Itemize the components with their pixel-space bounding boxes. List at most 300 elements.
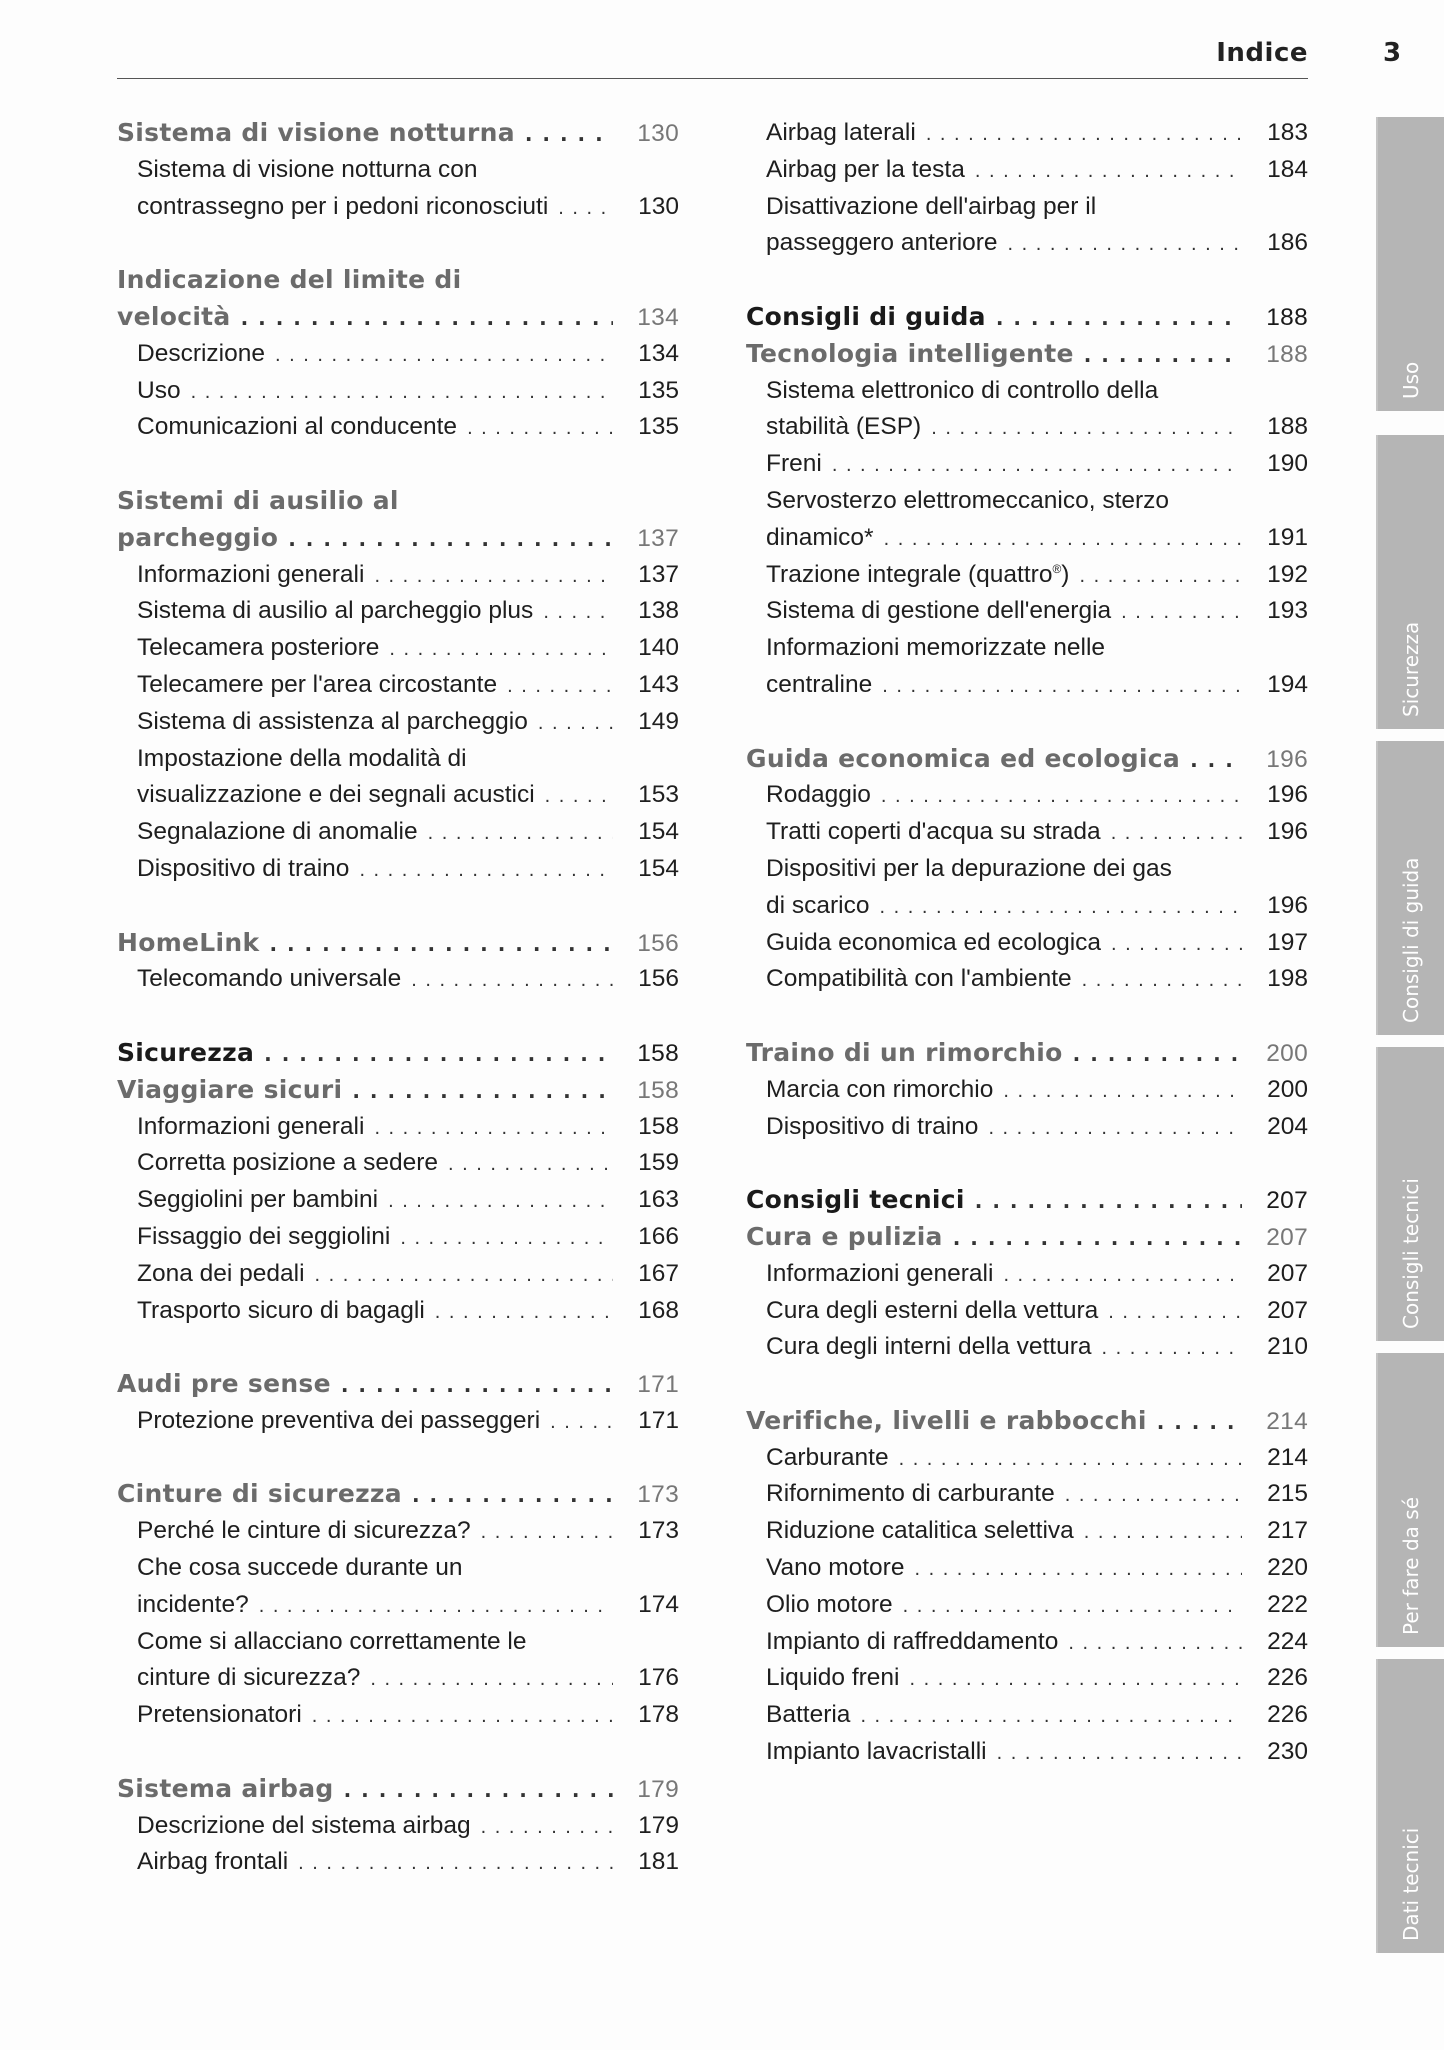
- entry-label: Zona dei pedali: [137, 1259, 305, 1287]
- spacer: [117, 1734, 679, 1771]
- dot-leader: [1111, 594, 1242, 631]
- entry-label: Sistema di visione notturna: [117, 118, 515, 147]
- entry-label: Perché le cinture di sicurezza?: [137, 1517, 471, 1545]
- entry-label: Uso: [137, 376, 181, 404]
- dot-leader: [379, 631, 613, 668]
- entry-label: Informazioni generali: [137, 1112, 365, 1140]
- tab-label: Consigli di guida: [1399, 857, 1423, 1023]
- toc-chapter-title[interactable]: [117, 115, 679, 152]
- spacer: [117, 225, 679, 262]
- dot-leader: [987, 1735, 1242, 1772]
- page-ref: 135: [638, 376, 679, 404]
- entry-label: Comunicazioni al conducente: [137, 413, 458, 441]
- page-number: 3: [1383, 38, 1402, 68]
- page-ref: 171: [637, 1371, 679, 1399]
- dot-leader: [978, 1110, 1242, 1147]
- page-ref: 181: [638, 1848, 679, 1876]
- dot-leader: [249, 1588, 613, 1625]
- page-ref: 154: [638, 854, 679, 882]
- page-ref: 158: [637, 1039, 679, 1067]
- dot-leader: [181, 374, 613, 411]
- entry-label: Rifornimento di carburante: [766, 1480, 1055, 1508]
- dot-leader: [1147, 1404, 1242, 1441]
- entry-label: Sistema airbag: [117, 1773, 334, 1803]
- entry-label: Cura degli esterni della vettura: [766, 1296, 1099, 1324]
- toc-entry[interactable]: [117, 593, 679, 630]
- toc-entry[interactable]: [117, 704, 679, 741]
- dot-leader: [288, 1845, 613, 1882]
- entry-label: Informazioni generali: [137, 560, 365, 588]
- entry-label: Olio motore: [766, 1590, 893, 1618]
- toc-entry[interactable]: [117, 557, 679, 594]
- toc-chapter-title[interactable]: [746, 1035, 1308, 1072]
- toc-entry[interactable]: [746, 1440, 1308, 1477]
- entry-label: Tecnologia intelligente: [746, 338, 1074, 368]
- toc-entry[interactable]: [117, 189, 679, 226]
- page-ref: 198: [1267, 965, 1308, 993]
- toc-entry[interactable]: [117, 1550, 679, 1587]
- tab-label: Per fare da sé: [1399, 1496, 1423, 1635]
- entry-label: Viaggiare sicuri: [117, 1074, 343, 1104]
- page-ref: 159: [638, 1149, 679, 1177]
- toc-entry[interactable]: [117, 1403, 679, 1440]
- dot-leader: [889, 1441, 1242, 1478]
- dot-leader: [438, 1146, 613, 1183]
- entry-label: Indicazione del limite di: [117, 265, 462, 295]
- entry-label: Sistema di ausilio al parcheggio plus: [137, 597, 534, 625]
- toc-chapter-title[interactable]: [117, 1771, 679, 1808]
- toc-entry[interactable]: [746, 1293, 1308, 1330]
- toc-entry[interactable]: [117, 741, 679, 778]
- page-ref: 207: [1267, 1259, 1308, 1287]
- toc-entry[interactable]: [746, 630, 1308, 667]
- dot-leader: [916, 116, 1242, 153]
- page-ref: 217: [1267, 1517, 1308, 1545]
- toc-entry[interactable]: [746, 1660, 1308, 1697]
- page-ref: 194: [1267, 670, 1308, 698]
- entry-label: Airbag per la testa: [766, 155, 965, 183]
- spacer: [746, 1366, 1308, 1403]
- dot-leader: [278, 521, 613, 558]
- page-ref: 214: [1266, 1407, 1308, 1435]
- page-ref: 207: [1267, 1296, 1308, 1324]
- toc-entry[interactable]: [117, 1219, 679, 1256]
- toc-entry[interactable]: [746, 1072, 1308, 1109]
- page-ref: 226: [1267, 1664, 1308, 1692]
- toc-left-column: [117, 115, 679, 1881]
- entry-label: Sistema di assistenza al parcheggio: [137, 707, 528, 735]
- entry-label: Airbag frontali: [137, 1848, 289, 1876]
- page-ref: 207: [1266, 1187, 1308, 1215]
- toc-entry[interactable]: [746, 1587, 1308, 1624]
- entry-label: centraline: [766, 670, 873, 698]
- registered-mark: ®: [1052, 561, 1062, 576]
- tab-uso[interactable]: [1376, 117, 1444, 411]
- toc-chapter-title[interactable]: [117, 925, 679, 962]
- tab-label: Sicurezza: [1399, 621, 1423, 717]
- toc-entry[interactable]: [746, 483, 1308, 520]
- page-header: [117, 36, 1308, 79]
- entry-label: Dispositivo di traino: [766, 1112, 979, 1140]
- dot-leader: [1101, 815, 1242, 852]
- toc-entry[interactable]: [117, 1624, 679, 1661]
- entry-label: Informazioni memorizzate nelle: [766, 634, 1106, 662]
- entry-label: Fissaggio dei seggiolini: [137, 1222, 391, 1250]
- toc-entry[interactable]: [746, 1697, 1308, 1734]
- toc-chapter-title[interactable]: [117, 262, 679, 299]
- tab-consigli-tecnici[interactable]: [1376, 1047, 1444, 1341]
- page-ref: 179: [638, 1811, 679, 1839]
- page-ref: 158: [637, 1076, 679, 1104]
- toc-chapter-title[interactable]: [117, 1366, 679, 1403]
- page-ref: 188: [1266, 303, 1308, 331]
- dot-leader: [1069, 558, 1242, 595]
- dot-leader: [1074, 1514, 1242, 1551]
- toc-entry[interactable]: [117, 1587, 679, 1624]
- toc-entry[interactable]: [746, 814, 1308, 851]
- dot-leader: [425, 1294, 613, 1331]
- toc-entry[interactable]: [746, 409, 1308, 446]
- tab-dati-tecnici[interactable]: [1376, 1659, 1444, 1953]
- toc-entry[interactable]: [746, 777, 1308, 814]
- tab-label: Uso: [1399, 361, 1423, 399]
- page-ref: 226: [1267, 1701, 1308, 1729]
- entry-label: Audi pre sense: [117, 1369, 331, 1399]
- page-ref: 137: [638, 560, 679, 588]
- toc-entry[interactable]: [746, 557, 1308, 594]
- toc-entry[interactable]: [117, 1808, 679, 1845]
- page-ref: 158: [638, 1112, 679, 1140]
- page-ref: 200: [1267, 1075, 1308, 1103]
- entry-label: Cinture di sicurezza: [117, 1479, 402, 1509]
- entry-label: Disattivazione dell'airbag per il: [766, 192, 1097, 220]
- page-ref: 173: [638, 1517, 679, 1545]
- toc-chapter-title[interactable]: [746, 336, 1308, 373]
- page-ref: 230: [1267, 1738, 1308, 1766]
- dot-leader: [364, 558, 613, 595]
- toc-entry[interactable]: [117, 373, 679, 410]
- dot-leader: [259, 926, 613, 963]
- spacer: [746, 262, 1308, 299]
- entry-label: Che cosa succede durante un: [137, 1554, 463, 1582]
- toc-entry[interactable]: [117, 1145, 679, 1182]
- spacer: [117, 446, 679, 483]
- toc-entry[interactable]: [117, 336, 679, 373]
- page-ref: 183: [1267, 119, 1308, 146]
- dot-leader: [418, 815, 613, 852]
- dot-leader: [457, 410, 613, 447]
- toc-entry[interactable]: [117, 667, 679, 704]
- toc-entry[interactable]: [117, 1182, 679, 1219]
- entry-label: Freni: [766, 450, 822, 478]
- spacer: [117, 888, 679, 925]
- toc-part-title[interactable]: [746, 1182, 1308, 1219]
- entry-label: di scarico: [766, 891, 870, 919]
- entry-label: HomeLink: [117, 927, 260, 957]
- dot-leader: [401, 962, 613, 999]
- spacer: [117, 1329, 679, 1366]
- toc-entry[interactable]: [746, 1329, 1308, 1366]
- toc-chapter-title[interactable]: [117, 520, 679, 557]
- dot-leader: [986, 300, 1242, 337]
- toc-chapter-title[interactable]: [746, 1219, 1308, 1256]
- entry-label: Consigli tecnici: [746, 1185, 965, 1215]
- toc-entry[interactable]: [117, 1256, 679, 1293]
- toc-entry[interactable]: [117, 1697, 679, 1734]
- toc-entry[interactable]: [746, 152, 1308, 189]
- dot-leader: [535, 778, 613, 815]
- toc-entry[interactable]: [746, 189, 1308, 226]
- toc-entry[interactable]: [746, 961, 1308, 998]
- toc-chapter-title[interactable]: [746, 1403, 1308, 1440]
- page-ref: 135: [638, 413, 679, 441]
- toc-entry[interactable]: [746, 520, 1308, 557]
- tab-label: Dati tecnici: [1399, 1827, 1423, 1941]
- entry-label: Guida economica ed ecologica: [766, 928, 1102, 956]
- toc-chapter-title[interactable]: [746, 741, 1308, 778]
- entry-label: Vano motore: [766, 1554, 905, 1582]
- page-ref: 196: [1267, 781, 1308, 809]
- dot-leader: [302, 1698, 613, 1735]
- entry-label: Descrizione: [137, 339, 265, 367]
- toc-entry[interactable]: [746, 1476, 1308, 1513]
- entry-label: Sistema elettronico di controllo della: [766, 376, 1159, 404]
- page-ref: 193: [1267, 597, 1308, 625]
- entry-label: Protezione preventiva dei passeggeri: [137, 1406, 541, 1434]
- toc-entry[interactable]: [746, 1513, 1308, 1550]
- dot-leader: [548, 190, 613, 227]
- entry-label: Carburante: [766, 1443, 889, 1471]
- toc-entry[interactable]: [117, 1109, 679, 1146]
- page-ref: 156: [637, 929, 679, 957]
- spacer: [746, 704, 1308, 741]
- toc-entry[interactable]: [746, 1256, 1308, 1293]
- page-ref: 149: [638, 707, 679, 735]
- dot-leader: [874, 521, 1242, 558]
- dot-leader: [965, 153, 1242, 190]
- dot-leader: [904, 1551, 1242, 1588]
- spacer: [746, 998, 1308, 1035]
- page-ref: 168: [638, 1296, 679, 1324]
- entry-label: Verifiche, livelli e rabbocchi: [746, 1405, 1147, 1435]
- dot-leader: [265, 337, 613, 374]
- entry-label: Cura degli interni della vettura: [766, 1333, 1092, 1361]
- toc-entry[interactable]: [746, 925, 1308, 962]
- page-ref: 210: [1267, 1333, 1308, 1361]
- page-ref: 215: [1267, 1480, 1308, 1508]
- toc-entry[interactable]: [746, 115, 1308, 152]
- toc-chapter-title[interactable]: [117, 1476, 679, 1513]
- dot-leader: [1092, 1330, 1243, 1367]
- dot-leader: [364, 1110, 613, 1147]
- page-ref: 214: [1267, 1443, 1308, 1471]
- page-ref: 130: [638, 192, 679, 220]
- dot-leader: [349, 852, 613, 889]
- toc-entry[interactable]: [746, 446, 1308, 483]
- entry-label: Telecamere per l'area circostante: [137, 670, 498, 698]
- toc-chapter-title[interactable]: [117, 1072, 679, 1109]
- entry-label: Servosterzo elettromeccanico, sterzo: [766, 486, 1170, 514]
- dot-leader: [965, 1183, 1242, 1220]
- tab-per-fare-da-se[interactable]: [1376, 1353, 1444, 1647]
- entry-label: Dispositivi per la depurazione dei gas: [766, 854, 1172, 882]
- toc-entry[interactable]: [117, 1844, 679, 1881]
- dot-leader: [872, 668, 1242, 705]
- dot-leader: [331, 1367, 613, 1404]
- page-ref: 220: [1267, 1554, 1308, 1582]
- entry-label: stabilità (ESP): [766, 413, 922, 441]
- dot-leader: [360, 1661, 613, 1698]
- tab-sicurezza[interactable]: [1376, 435, 1444, 729]
- entry-label: Batteria: [766, 1701, 851, 1729]
- page-ref: 196: [1266, 745, 1308, 773]
- entry-label: Informazioni generali: [766, 1259, 994, 1287]
- dot-leader: [1072, 962, 1242, 999]
- dot-leader: [899, 1661, 1242, 1698]
- entry-label: Corretta posizione a sedere: [137, 1149, 438, 1177]
- dot-leader: [533, 594, 613, 631]
- page-ref: 134: [638, 339, 679, 367]
- entry-label: Compatibilità con l'ambiente: [766, 965, 1072, 993]
- dot-leader: [850, 1698, 1242, 1735]
- toc-entry[interactable]: [117, 630, 679, 667]
- dot-leader: [305, 1257, 613, 1294]
- page-ref: 143: [638, 670, 679, 698]
- dot-leader: [231, 300, 613, 337]
- page-ref: 156: [638, 965, 679, 993]
- entry-label: dinamico*: [766, 523, 874, 551]
- entry-label: Riduzione catalitica selettiva: [766, 1517, 1074, 1545]
- entry-label: incidente?: [137, 1590, 249, 1618]
- header-title: Indice: [1216, 38, 1308, 68]
- entry-label: Telecomando universale: [137, 965, 402, 993]
- page-ref: 174: [638, 1590, 679, 1618]
- page-ref: 207: [1266, 1223, 1308, 1251]
- entry-label: cinture di sicurezza?: [137, 1664, 361, 1692]
- page-ref: 153: [638, 781, 679, 809]
- toc-part-title[interactable]: [117, 1035, 679, 1072]
- entry-label: Consigli di guida: [746, 301, 986, 331]
- page-ref: 186: [1267, 229, 1308, 257]
- entry-label: Seggiolini per bambini: [137, 1186, 379, 1214]
- entry-label: parcheggio: [117, 522, 279, 552]
- page-ref: 178: [638, 1701, 679, 1729]
- entry-label: passeggero anteriore: [766, 229, 998, 257]
- dot-leader: [471, 1809, 613, 1846]
- page-ref: 171: [638, 1406, 679, 1434]
- entry-label: Impianto di raffreddamento: [766, 1627, 1059, 1655]
- dot-leader: [515, 116, 613, 153]
- entry-label: Telecamera posteriore: [137, 634, 380, 662]
- toc-entry[interactable]: [117, 814, 679, 851]
- toc-entry[interactable]: [117, 409, 679, 446]
- toc-entry[interactable]: [746, 225, 1308, 262]
- toc-entry[interactable]: [746, 1624, 1308, 1661]
- toc-entry[interactable]: [117, 961, 679, 998]
- page-ref: 188: [1266, 340, 1308, 368]
- toc-entry[interactable]: [746, 373, 1308, 410]
- toc-chapter-title[interactable]: [117, 299, 679, 336]
- entry-label: Pretensionatori: [137, 1701, 302, 1729]
- page-ref: 167: [638, 1259, 679, 1287]
- entry-label: Sistemi di ausilio al: [117, 485, 399, 515]
- entry-label: Trasporto sicuro di bagagli: [137, 1296, 425, 1324]
- toc-entry[interactable]: [746, 1109, 1308, 1146]
- entry-label: Marcia con rimorchio: [766, 1075, 994, 1103]
- page-ref: 196: [1267, 818, 1308, 846]
- page-ref: 179: [637, 1775, 679, 1803]
- dot-leader: [1098, 1294, 1242, 1331]
- tab-consigli-di-guida[interactable]: [1376, 741, 1444, 1035]
- tab-label: Consigli tecnici: [1399, 1178, 1423, 1329]
- dot-leader: [1074, 337, 1242, 374]
- entry-label: Trazione integrale (quattro®): [766, 560, 1070, 588]
- entry-label: Dispositivo di traino: [137, 854, 350, 882]
- toc-entry[interactable]: [117, 1513, 679, 1550]
- entry-label: Cura e pulizia: [746, 1221, 943, 1251]
- entry-label: Sistema di gestione dell'energia: [766, 597, 1112, 625]
- entry-label: Traino di un rimorchio: [746, 1037, 1063, 1067]
- entry-label: Liquido freni: [766, 1664, 900, 1692]
- entry-label: contrassegno per i pedoni riconosciuti: [137, 192, 549, 220]
- dot-leader: [471, 1514, 613, 1551]
- entry-label: velocità: [117, 301, 231, 331]
- page-ref: 176: [638, 1664, 679, 1692]
- page-ref: 188: [1267, 413, 1308, 441]
- page-ref: 134: [637, 303, 679, 331]
- dot-leader: [893, 1588, 1242, 1625]
- entry-label: Tratti coperti d'acqua su strada: [766, 818, 1101, 846]
- toc-entry[interactable]: [746, 851, 1308, 888]
- toc-entry[interactable]: [117, 1293, 679, 1330]
- spacer: [117, 998, 679, 1035]
- page-ref: 204: [1267, 1112, 1308, 1140]
- entry-label: Impostazione della modalità di: [137, 744, 467, 772]
- toc-chapter-title[interactable]: [117, 483, 679, 520]
- page-ref: 137: [637, 524, 679, 552]
- toc-entry[interactable]: [117, 851, 679, 888]
- page-ref: 224: [1267, 1627, 1308, 1655]
- toc-part-title[interactable]: [746, 299, 1308, 336]
- toc-entry[interactable]: [746, 593, 1308, 630]
- page-ref: 166: [638, 1222, 679, 1250]
- toc-entry[interactable]: [746, 667, 1308, 704]
- dot-leader: [871, 778, 1242, 815]
- entry-label: Airbag laterali: [766, 119, 916, 146]
- dot-leader: [402, 1477, 613, 1514]
- dot-leader: [334, 1772, 613, 1809]
- page-ref: 184: [1267, 155, 1308, 183]
- toc-entry[interactable]: [746, 1734, 1308, 1771]
- page-ref: 196: [1267, 891, 1308, 919]
- dot-leader: [1180, 742, 1242, 779]
- toc-entry[interactable]: [117, 1660, 679, 1697]
- dot-leader: [1055, 1477, 1242, 1514]
- page-ref: 138: [638, 597, 679, 625]
- entry-label: Sistema di visione notturna con: [137, 155, 478, 183]
- toc-entry[interactable]: [746, 1550, 1308, 1587]
- page-ref: 163: [638, 1186, 679, 1214]
- page-ref: 200: [1266, 1039, 1308, 1067]
- toc-entry[interactable]: [117, 777, 679, 814]
- toc-entry[interactable]: [117, 152, 679, 189]
- entry-label: visualizzazione e dei segnali acustici: [137, 781, 535, 809]
- page-ref: 192: [1267, 560, 1308, 588]
- toc-entry[interactable]: [746, 888, 1308, 925]
- page-ref: 154: [638, 818, 679, 846]
- dot-leader: [993, 1073, 1242, 1110]
- dot-leader: [254, 1036, 613, 1073]
